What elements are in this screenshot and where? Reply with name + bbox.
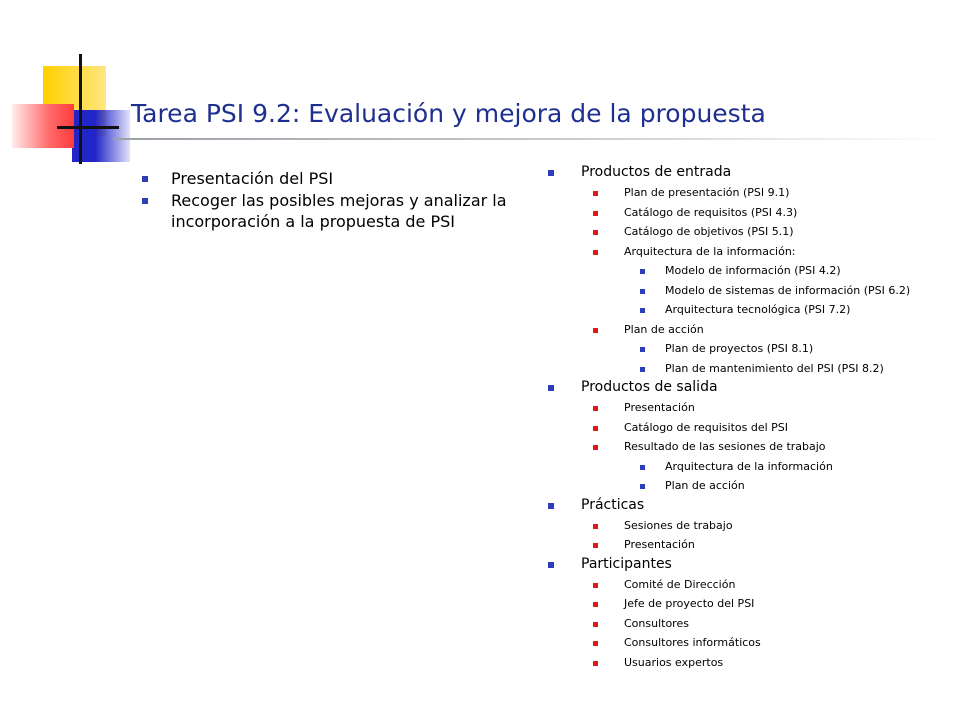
bullet-icon	[640, 465, 645, 470]
list-item	[548, 653, 948, 673]
bullet-icon	[593, 445, 598, 450]
list-item-label: Plan de presentación (PSI 9.1)	[624, 186, 790, 199]
sub-list-item	[548, 457, 948, 477]
list-item-label: Plan de acción	[624, 322, 704, 336]
section-heading	[548, 555, 948, 575]
bullet-icon	[548, 503, 554, 509]
bullet-icon	[548, 385, 554, 391]
section-heading	[548, 378, 948, 398]
section-heading-label: Participantes	[581, 555, 672, 572]
bullet-icon	[593, 250, 598, 255]
sub-list-item-label: Arquitectura de la información	[665, 459, 833, 473]
bullet-icon	[593, 602, 598, 607]
bullet-icon	[593, 191, 598, 196]
list-item	[548, 437, 948, 457]
sub-list-item	[548, 359, 948, 379]
list-item	[548, 222, 948, 242]
slide-title: Tarea PSI 9.2: Evaluación y mejora de la propuesta	[131, 99, 766, 128]
sub-list-item-label: Plan de mantenimiento del PSI (PSI 8.2)	[665, 361, 884, 375]
list-item-label: Consultores informáticos	[624, 636, 761, 649]
bullet-icon	[640, 347, 645, 352]
decor-horizontal-line	[57, 126, 119, 129]
list-item-label: Catálogo de requisitos (PSI 4.3)	[624, 205, 798, 219]
left-bullet-list	[142, 168, 532, 233]
bullet-icon	[593, 661, 598, 666]
list-item	[548, 594, 948, 614]
sub-list-item	[548, 261, 948, 281]
left-list-item-label: Recoger las posibles mejoras y analizar la incorporación a la propuesta de PSI	[171, 191, 507, 231]
list-item	[548, 516, 948, 536]
bullet-icon	[548, 562, 554, 568]
left-list-item-label: Presentación del PSI	[171, 169, 334, 188]
list-item	[548, 418, 948, 438]
bullet-icon	[640, 269, 645, 274]
section-heading-label: Productos de salida	[581, 379, 718, 395]
list-item	[548, 183, 948, 203]
bullet-icon	[142, 176, 148, 182]
list-item	[548, 535, 948, 555]
list-item-label: Sesiones de trabajo	[624, 518, 733, 532]
list-item	[548, 575, 948, 595]
bullet-icon	[593, 524, 598, 529]
bullet-icon	[593, 622, 598, 627]
decor-vertical-line	[79, 54, 82, 164]
list-item-label: Arquitectura de la información:	[624, 244, 796, 258]
list-item	[548, 614, 948, 634]
bullet-icon	[593, 406, 598, 411]
title-divider	[113, 138, 953, 140]
sub-list-item	[548, 281, 948, 301]
list-item	[548, 398, 948, 418]
list-item-label: Presentación	[624, 401, 695, 414]
right-outline	[548, 163, 948, 672]
bullet-icon	[640, 289, 645, 294]
list-item	[548, 633, 948, 653]
left-list-item	[142, 190, 532, 232]
section-heading	[548, 496, 948, 516]
sub-list-item-label: Arquitectura tecnológica (PSI 7.2)	[665, 303, 851, 316]
list-item	[548, 320, 948, 340]
sub-list-item-label: Modelo de información (PSI 4.2)	[665, 264, 841, 277]
list-item	[548, 203, 948, 223]
list-item	[548, 242, 948, 262]
bullet-icon	[593, 583, 598, 588]
bullet-icon	[593, 543, 598, 548]
bullet-icon	[640, 367, 645, 372]
list-item-label: Jefe de proyecto del PSI	[624, 597, 755, 610]
bullet-icon	[593, 211, 598, 216]
list-item-label: Comité de Dirección	[624, 577, 736, 591]
list-item-label: Consultores	[624, 616, 689, 630]
section-heading-label: Productos de entrada	[581, 164, 732, 180]
section-heading	[548, 163, 948, 183]
sub-list-item-label: Modelo de sistemas de información (PSI 6.2)	[665, 283, 911, 297]
section-heading-label: Prácticas	[581, 496, 645, 513]
bullet-icon	[142, 198, 148, 204]
bullet-icon	[593, 328, 598, 333]
list-item-label: Catálogo de objetivos (PSI 5.1)	[624, 225, 794, 238]
bullet-icon	[640, 308, 645, 313]
sub-list-item	[548, 339, 948, 359]
bullet-icon	[640, 484, 645, 489]
sub-list-item-label: Plan de proyectos (PSI 8.1)	[665, 342, 814, 355]
left-list-item	[142, 168, 532, 189]
bullet-icon	[593, 641, 598, 646]
bullet-icon	[548, 170, 554, 176]
sub-list-item	[548, 476, 948, 496]
list-item-label: Catálogo de requisitos del PSI	[624, 420, 788, 434]
bullet-icon	[593, 426, 598, 431]
bullet-icon	[593, 230, 598, 235]
list-item-label: Resultado de las sesiones de trabajo	[624, 440, 826, 453]
list-item-label: Presentación	[624, 538, 695, 551]
list-item-label: Usuarios expertos	[624, 655, 724, 669]
sub-list-item-label: Plan de acción	[665, 479, 745, 492]
sub-list-item	[548, 300, 948, 320]
